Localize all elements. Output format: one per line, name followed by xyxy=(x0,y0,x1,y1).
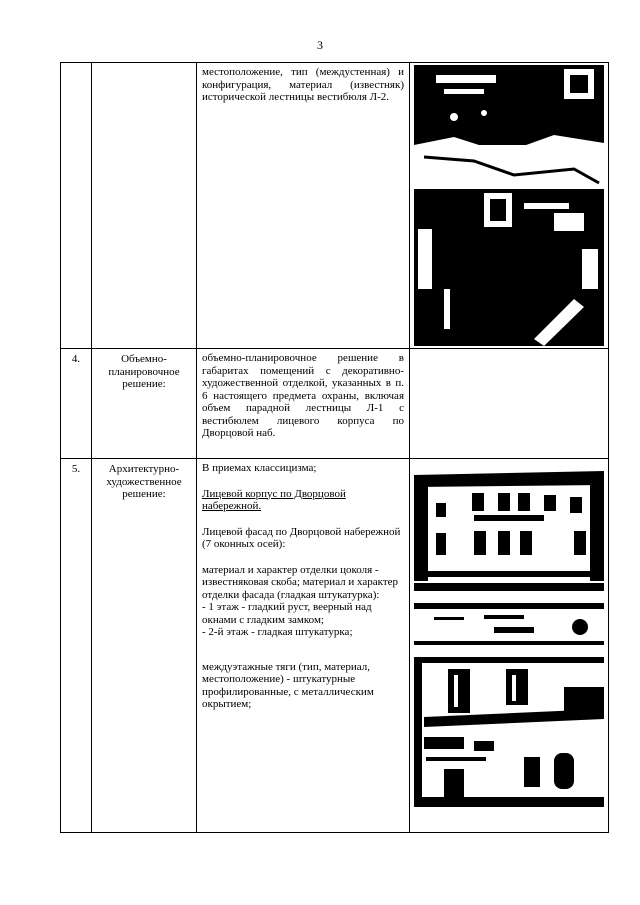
wall-detail-photo xyxy=(414,657,604,807)
volume-planning-description: объемно-планировочное решение в габаритах помещений с декоративно-художественной отделкой, указанных в п. 6 настоящего предмета охраны, включая объем парадной лестницы Л-1 с вестибюлем лицевого корпуса по Дворцовой наб. xyxy=(202,352,404,439)
row-name-cell: Архитектурно-художественное решение: xyxy=(92,459,197,833)
table-row xyxy=(61,349,609,459)
table-row xyxy=(61,63,609,349)
row-photo-cell xyxy=(410,459,609,833)
finish-material-text: материал и характер отделки цоколя - известняковая скоба; материал и характер отделки фасада (гладкая штукатурка): xyxy=(202,563,399,601)
style-text: В приемах классицизма; xyxy=(202,462,317,474)
building-heading: Лицевой корпус по Дворцовой набережной. xyxy=(202,487,346,512)
protection-subject-table xyxy=(60,62,609,833)
staircase-photo-top xyxy=(414,65,604,187)
row-name-cell: Объемно-планировочное решение: xyxy=(92,349,197,459)
row-desc-cell xyxy=(197,459,410,833)
staircase-description: местоположение, тип (междустенная) и конфигурация, материал (известняк) исторической лестницы вестибюля Л-2. xyxy=(202,66,404,103)
row-name-cell xyxy=(92,63,197,349)
row-number-cell: 4. xyxy=(61,349,92,459)
staircase-photo-bottom xyxy=(414,189,604,346)
row-photo-cell xyxy=(410,63,609,349)
first-floor-text: - 1 этаж - гладкий руст, веерный над окнами с гладким замком; xyxy=(202,601,372,626)
page-number: 3 xyxy=(317,38,323,52)
second-floor-text: - 2-й этаж - гладкая штукатурка; xyxy=(202,626,353,638)
row-number-cell xyxy=(61,63,92,349)
cornice-text: междуэтажные тяги (тип, материал, местоположение) - штукатурные профилированные, с металлическим окрытием; xyxy=(202,660,374,710)
row-photo-cell xyxy=(410,349,609,459)
facade-heading: Лицевой фасад по Дворцовой набережной (7 оконных осей): xyxy=(202,525,401,550)
row-desc-cell xyxy=(197,349,410,459)
table-row xyxy=(61,459,609,833)
plinth-photo xyxy=(414,603,604,645)
row-desc-cell xyxy=(197,63,410,349)
facade-photo xyxy=(414,463,604,591)
row-number-cell: 5. xyxy=(61,459,92,833)
